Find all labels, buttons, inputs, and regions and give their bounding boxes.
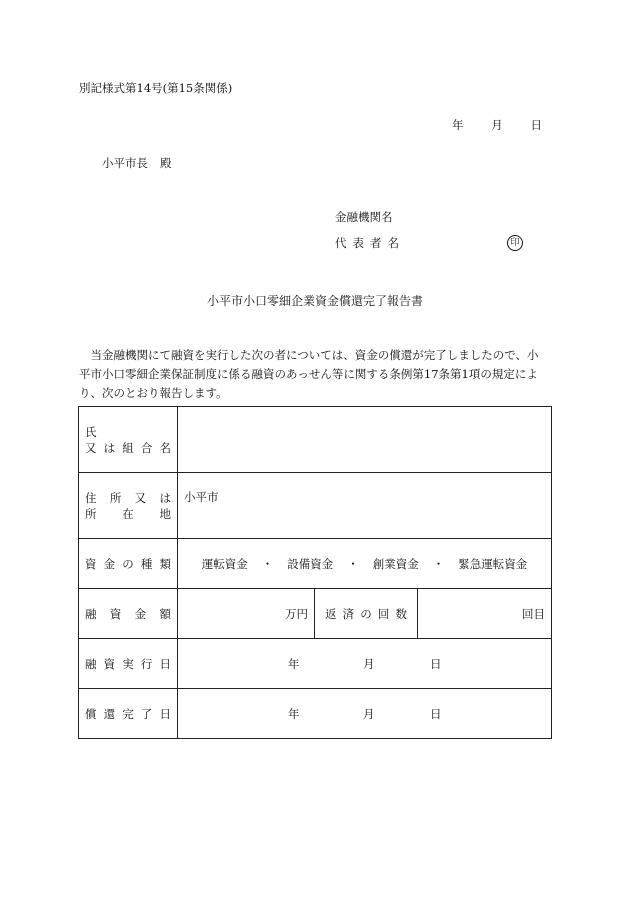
name-label-line-1: 氏 [85,424,97,439]
form-number: 別記様式第14号(第15条関係) [79,81,233,95]
report-statement [79,346,551,403]
address-value: 小平市 [184,490,219,504]
exec-date-value-cell[interactable] [178,639,552,689]
address-value-cell[interactable] [178,473,552,539]
complete-date-label-cell [79,689,178,739]
addressee [102,157,172,171]
fund-type-label-cell [79,539,178,589]
repay-label-cell [315,589,418,639]
report-date [452,119,542,133]
fund-type-operating[interactable]: 運転資金 [201,556,248,571]
exec-date-label: 融 資 実 行 日 [85,656,171,671]
document-title: 小平市小口零細企業資金償還完了報告書 [206,294,423,308]
address-label-cell [79,473,178,539]
fund-type-equipment[interactable]: 設備資金 [287,556,334,571]
row-fund-type [79,539,552,589]
fund-type-startup[interactable]: 創業資金 [372,556,419,571]
amount-value-cell[interactable] [178,589,315,639]
exec-day: 日 [430,656,442,671]
statement-line: 当金融機関にて融資を実行した次の者については、資金の償還が完了しましたので、小 [79,348,539,362]
exec-date-label-cell [79,639,178,689]
complete-year: 年 [288,706,300,721]
address-label-1: 住 所 又 は [85,490,171,505]
separator-dot: ・ [261,556,274,571]
complete-date-label: 償 還 完 了 日 [85,706,171,721]
repay-unit: 回目 [522,606,546,621]
representative-label: 代表者名 [335,236,405,250]
date-month: 月 [491,118,503,132]
fund-type-label: 資 金 の 種 類 [85,556,171,571]
fund-type-emergency[interactable]: 緊急運転資金 [458,556,528,571]
complete-month: 月 [363,706,375,721]
name-label-cell [79,407,178,473]
fund-type-cell [178,539,552,589]
addressee-title: 殿 [160,156,172,170]
seal-mark: 印 [507,235,523,251]
statement-line: り、次のとおり報告します。 [79,386,228,400]
amount-unit: 万円 [285,606,308,621]
complete-date-value-cell[interactable] [178,689,552,739]
institution-label: 金融機関名 [335,210,393,224]
exec-month: 月 [363,656,375,671]
repay-label: 返 済 の 回 数 [325,606,407,621]
date-year: 年 [452,118,464,132]
report-table [78,406,552,739]
separator-dot: ・ [347,556,359,571]
row-name [79,407,552,473]
statement-line: 平市小口零細企業保証制度に係る融資のあっせん等に関する条例第17条第1項の規定によ [79,367,538,381]
row-amount [79,589,552,639]
exec-year: 年 [288,656,300,671]
row-exec-date [79,639,552,689]
row-address [79,473,552,539]
amount-label: 融 資 金 額 [85,606,171,621]
name-label-line-2: 又 は 組 合 名 [85,440,171,455]
fund-type-options [178,556,551,572]
address-label-2: 所 在 地 [85,506,171,521]
date-day: 日 [530,118,542,132]
name-value-cell[interactable] [178,407,552,473]
complete-day: 日 [430,706,442,721]
row-complete-date [79,689,552,739]
repay-count-cell[interactable] [418,589,552,639]
separator-dot: ・ [432,556,445,571]
amount-label-cell [79,589,178,639]
addressee-name: 小平市長 [102,156,148,170]
